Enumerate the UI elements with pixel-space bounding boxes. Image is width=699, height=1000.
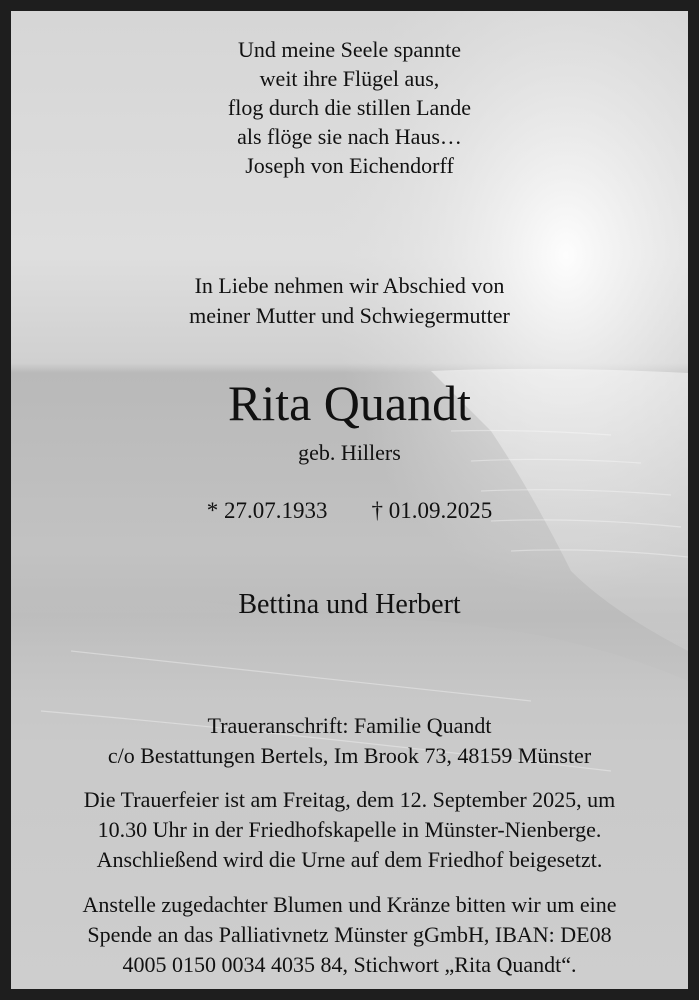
poem-author: Joseph von Eichendorff [245, 153, 454, 178]
poem-line: weit ihre Flügel aus, [259, 66, 440, 91]
poem-line: flog durch die stillen Lande [227, 95, 472, 120]
death-date: † 01.09.2025 [371, 498, 493, 523]
donation-line: Anstelle zugedachter Blumen und Kränze bitten wir um eine [82, 892, 617, 917]
service-line: 10.30 Uhr in der Friedhofskapelle in Münster-Nienberge. [97, 817, 602, 842]
service-line: Anschließend wird die Urne auf dem Friedhof beigesetzt. [96, 847, 603, 872]
intro-line: In Liebe nehmen wir Abschied von [194, 273, 505, 298]
service-line: Die Trauerfeier ist am Freitag, dem 12. September 2025, um [83, 787, 616, 812]
poem-line: als flöge sie nach Haus… [237, 124, 462, 149]
address-line: Traueranschrift: Familie Quandt [207, 713, 492, 738]
notice-text [11, 11, 688, 989]
intro-line: meiner Mutter und Schwiegermutter [189, 303, 510, 328]
poem [11, 35, 688, 180]
donation-line: 4005 0150 0034 4035 84, Stichwort „Rita Quandt“. [122, 952, 577, 977]
maiden-name: geb. Hillers [298, 440, 401, 465]
mourning-address [11, 711, 688, 771]
birth-date: * 27.07.1933 [206, 498, 328, 523]
donation-request [11, 890, 688, 980]
intro-text [11, 271, 688, 331]
donation-line: Spende an das Palliativnetz Münster gGmbH, IBAN: DE08 [87, 922, 612, 947]
life-dates [11, 496, 688, 526]
mourners: Bettina und Herbert [238, 589, 461, 620]
deceased-name: Rita Quandt [227, 375, 472, 431]
poem-line: Und meine Seele spannte [238, 37, 461, 62]
address-line: c/o Bestattungen Bertels, Im Brook 73, 48159 Münster [107, 743, 592, 768]
funeral-service-info [11, 785, 688, 875]
